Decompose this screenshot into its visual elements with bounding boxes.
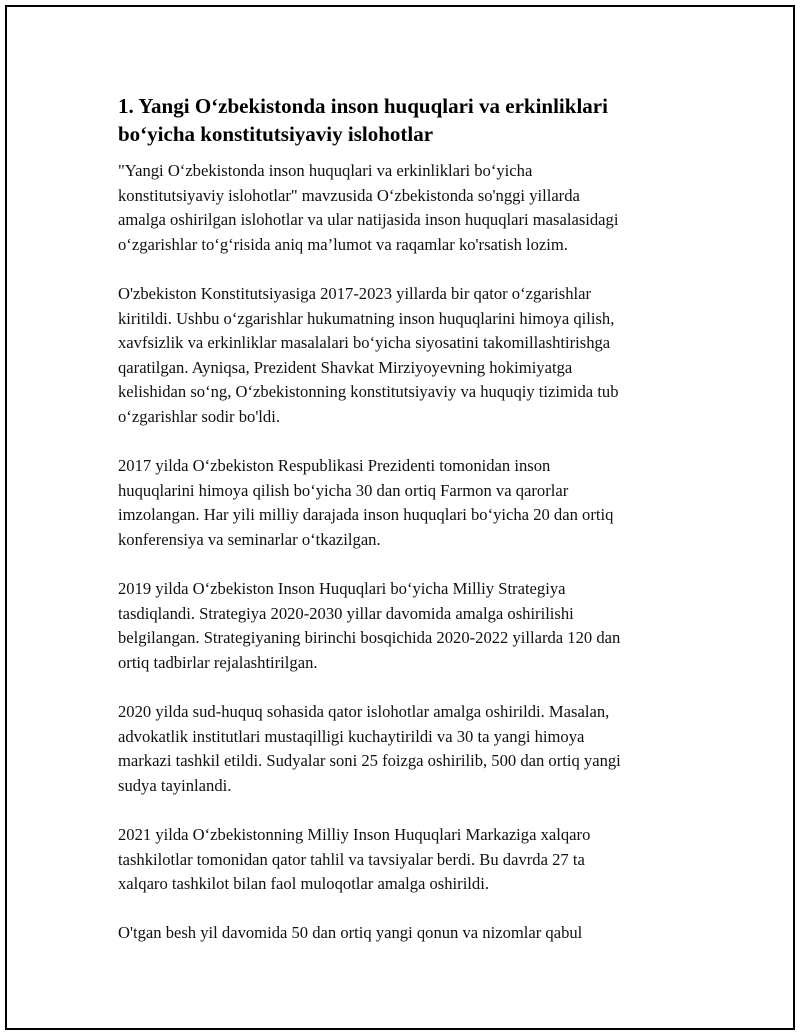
text-line: tasdiqlandi. Strategiya 2020-2030 yillar davomida amalga oshirilishi <box>118 603 574 623</box>
heading-line: bo‘yicha konstitutsiyaviy islohotlar <box>118 122 434 146</box>
heading-line: 1. Yangi O‘zbekistonda inson huquqlari va erkinliklari <box>118 94 608 118</box>
paragraph-2021 <box>118 823 708 897</box>
text-line: kiritildi. Ushbu o‘zgarishlar hukumatning inson huquqlarini himoya qilish, <box>118 308 615 328</box>
text-line: O'zbekiston Konstitutsiyasiga 2017-2023 yillarda bir qator o‘zgarishlar <box>118 283 592 303</box>
text-line: kelishidan so‘ng, O‘zbekistonning konstitutsiyaviy va huquqiy tizimida tub <box>118 382 619 402</box>
text-line: tashkilotlar tomonidan qator tahlil va tavsiyalar berdi. Bu davrda 27 ta <box>118 849 585 869</box>
text-line: 2017 yilda O‘zbekiston Respublikasi Prezidenti tomonidan inson <box>118 456 551 476</box>
paragraph-2017 <box>118 454 708 552</box>
text-line: konstitutsiyaviy islohotlar" mavzusida O‘zbekistonda so'nggi yillarda <box>118 185 580 205</box>
text-line: amalga oshirilgan islohotlar va ular natijasida inson huquqlari masalasidagi <box>118 210 619 230</box>
text-line: "Yangi O‘zbekistonda inson huquqlari va erkinliklari bo‘yicha <box>118 161 533 180</box>
text-line: ortiq tadbirlar rejalashtirilgan. <box>118 652 318 672</box>
text-line: qaratilgan. Ayniqsa, Prezident Shavkat Mirziyoyevning hokimiyatga <box>118 357 573 377</box>
section-heading <box>118 92 708 148</box>
text-line: huquqlarini himoya qilish bo‘yicha 30 dan ortiq Farmon va qarorlar <box>118 480 569 500</box>
document-body <box>118 92 708 971</box>
text-line: advokatlik institutlari mustaqilligi kuchaytirildi va 30 ta yangi himoya <box>118 726 585 746</box>
text-line: 2020 yilda sud-huquq sohasida qator islohotlar amalga oshirildi. Masalan, <box>118 702 610 722</box>
paragraph-five-years <box>118 921 708 946</box>
text-line: xalqaro tashkilot bilan faol muloqotlar amalga oshirildi. <box>118 874 489 894</box>
paragraph-2019 <box>118 577 708 675</box>
text-line: xavfsizlik va erkinliklar masalalari bo‘yicha siyosatini takomillashtirishga <box>118 333 611 353</box>
text-line: sudya tayinlandi. <box>118 775 232 795</box>
text-line: o‘zgarishlar to‘g‘risida aniq ma’lumot va raqamlar ko'rsatish lozim. <box>118 234 568 254</box>
text-line: 2021 yilda O‘zbekistonning Milliy Inson Huquqlari Markaziga xalqaro <box>118 825 591 845</box>
text-line: belgilangan. Strategiyaning birinchi bosqichida 2020-2022 yillarda 120 dan <box>118 628 621 648</box>
text-line: o‘zgarishlar sodir bo'ldi. <box>118 406 280 426</box>
text-line: 2019 yilda O‘zbekiston Inson Huquqlari bo‘yicha Milliy Strategiya <box>118 579 566 599</box>
paragraph-intro <box>118 159 708 257</box>
paragraph-2020 <box>118 700 708 798</box>
text-line: konferensiya va seminarlar o‘tkazilgan. <box>118 529 381 549</box>
text-line: markazi tashkil etildi. Sudyalar soni 25 foizga oshirilib, 500 dan ortiq yangi <box>118 751 621 771</box>
paragraph-constitution-changes <box>118 282 708 430</box>
text-line: O'tgan besh yil davomida 50 dan ortiq yangi qonun va nizomlar qabul <box>118 923 583 943</box>
text-line: imzolangan. Har yili milliy darajada inson huquqlari bo‘yicha 20 dan ortiq <box>118 505 614 525</box>
